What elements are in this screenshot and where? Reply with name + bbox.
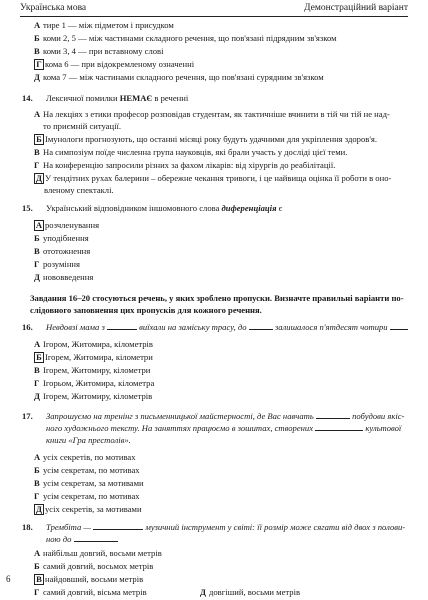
page-number: 6 — [6, 574, 11, 584]
marked-answer-letter: А — [35, 220, 43, 230]
instruction-line-2: слідовного заповнення цих пропусків для кожного речення. — [30, 305, 262, 315]
q18-sentence-line-2 — [46, 534, 118, 545]
sentence-part: Трембіта — — [46, 522, 92, 532]
marked-answer-letter: Б — [34, 134, 44, 145]
option-text: нововведення — [43, 272, 94, 282]
option-text: тире 1 — між підметом і присудком — [43, 20, 174, 30]
answer-blank — [74, 541, 118, 542]
sentence-part: виїхали на заміську трасу, до — [139, 322, 247, 332]
option-text: кома 6 — при відокремленому означенні — [45, 59, 195, 69]
option-letter: А — [34, 109, 41, 119]
q15-stem — [46, 203, 282, 214]
option-text: усіх секретів, по мотивах — [43, 452, 136, 462]
q16-option-g — [34, 378, 154, 389]
sentence-part: Невдовзі мама з — [46, 322, 105, 332]
option-text: кома 7 — між частинами складного речення, що пов'язані сурядним зв'язком — [43, 72, 324, 82]
option-letter: Г — [34, 378, 40, 388]
stem-text: Лексичної помилки — [46, 93, 120, 103]
option-letter: Б — [34, 233, 40, 243]
option-letter: В — [34, 246, 40, 256]
q16-option-v — [34, 365, 150, 376]
q15-option-v — [34, 246, 90, 257]
option-text: уподібнення — [43, 233, 89, 243]
option-letter: В — [34, 147, 40, 157]
option-letter: А — [34, 548, 41, 558]
option-letter: А — [34, 452, 41, 462]
stem-text: Український відповідником іншомовного слова — [46, 203, 222, 213]
q13-option-v — [34, 46, 164, 57]
option-text: усім секретам, за мотивами — [43, 478, 144, 488]
option-text: коми 2, 5 — між частинами складного речення, що пов'язані підрядним зв'язком — [43, 33, 337, 43]
q17-option-v — [34, 478, 144, 489]
option-text: На симпозіум поїде численна група науковців, які брали участь у досліді цієї теми. — [43, 147, 348, 157]
answer-blank — [93, 529, 143, 530]
answer-blank — [316, 418, 350, 419]
q16-sentence — [46, 322, 408, 333]
stem-text: в реченні — [152, 93, 189, 103]
q17-sentence-line-1 — [46, 411, 404, 422]
sentence-part: залишалося п'ятдесят чотири — [274, 322, 388, 332]
answer-blank — [390, 329, 408, 330]
stem-word: диференціація — [221, 203, 277, 213]
question-number-18: 18. — [22, 522, 33, 532]
sentence-part: побудови якіс- — [352, 411, 405, 421]
q18-option-d — [200, 587, 300, 598]
option-text: Ігорем, Житомира, кілометри — [45, 352, 153, 362]
q17-option-b — [34, 465, 140, 476]
option-text: розчленування — [45, 220, 100, 230]
subject-title: Українська мова — [20, 3, 87, 13]
sentence-part: культової — [365, 423, 402, 433]
q17-option-a — [34, 452, 136, 463]
sentence-part: ного художнього тексту. На заняттях працюємо в зошитах, створених — [46, 423, 314, 433]
marked-answer-letter: Г — [34, 59, 44, 70]
option-letter: Д — [200, 587, 206, 597]
option-text: ототожнення — [43, 246, 91, 256]
option-letter: Б — [34, 465, 40, 475]
option-letter: В — [34, 478, 40, 488]
q18-option-a — [34, 548, 162, 559]
variant-title: Демонстраційний варіант — [304, 3, 408, 13]
option-letter: Д — [34, 391, 40, 401]
q14-option-b — [34, 134, 377, 145]
q15-option-b — [34, 233, 89, 244]
answer-blank — [107, 329, 137, 330]
option-text: довгіший, восьми метрів — [209, 587, 301, 597]
q18-option-g — [34, 587, 147, 598]
sentence-part: Запрошуємо на тренінг з письменницької майстерності, де Вас навчать — [46, 411, 314, 421]
question-number-15: 15. — [22, 203, 33, 213]
page-header — [20, 2, 408, 17]
option-text: Ігорем, Житомиру, кілометри — [43, 365, 151, 375]
option-letter: Б — [34, 33, 40, 43]
option-text: Ігорем, Житомиру, кілометрів — [43, 391, 153, 401]
answer-blank — [249, 329, 273, 330]
q13-option-a — [34, 20, 174, 31]
option-text: самий довгий, восьмох метрів — [43, 561, 154, 571]
answer-blank — [315, 430, 363, 431]
option-text: найдовший, восьми метрів — [45, 574, 144, 584]
q18-option-v — [34, 574, 143, 585]
instruction-line-1: Завдання 16–20 стосуються речень, у яких зроблено пропуски. Визначте правильні варіанти по- — [30, 293, 404, 303]
q14-option-d-cont: вленому спектаклі. — [44, 185, 114, 195]
q16-option-b — [34, 352, 153, 363]
q18-sentence-line-1 — [46, 522, 405, 533]
option-text: коми 3, 4 — при вставному слові — [43, 46, 164, 56]
question-number-17: 17. — [22, 411, 33, 421]
option-text: самий довгий, вісьма метрів — [43, 587, 147, 597]
question-number-16: 16. — [22, 322, 33, 332]
marked-answer-letter: В — [34, 574, 44, 585]
option-text: На конференцію запросили різних за фахом лікарів: від хірургів до реабілітації. — [43, 160, 336, 170]
option-text: На лекціях з етики професор розповідав студентам, як тактичніше вчинити в тій чи тій не над- — [43, 109, 390, 119]
marked-answer-letter: Д — [34, 173, 44, 184]
q15-option-d — [34, 272, 93, 283]
sentence-part: ною до — [46, 534, 72, 544]
option-letter: Б — [34, 561, 40, 571]
stem-text: є — [276, 203, 283, 213]
q17-option-d — [34, 504, 142, 515]
option-text: Ігором, Житомира, кілометрів — [43, 339, 153, 349]
option-letter: А — [34, 20, 41, 30]
marked-answer-letter: Д — [34, 504, 44, 515]
q14-option-d — [34, 173, 391, 184]
option-text: найбільш довгий, восьми метрів — [43, 548, 162, 558]
option-text: розуміння — [43, 259, 80, 269]
q17-sentence-line-2 — [46, 423, 401, 434]
q13-option-d — [34, 72, 324, 83]
q15-option-g — [34, 259, 80, 270]
q14-option-a-cont: то приємній ситуації. — [43, 121, 122, 131]
q17-option-g — [34, 491, 140, 502]
option-letter: В — [34, 365, 40, 375]
question-number-14: 14. — [22, 93, 33, 103]
marked-answer-letter: Б — [34, 352, 44, 363]
q14-option-a — [34, 109, 390, 120]
q14-option-g — [34, 160, 335, 171]
q16-option-a — [34, 339, 153, 350]
q16-option-d — [34, 391, 152, 402]
option-letter: А — [34, 339, 41, 349]
option-letter: Г — [34, 160, 40, 170]
option-text: У тендітних рухах балерини – обережне чекання тривоги, і це найвища оцінка її роботи в оно- — [45, 173, 392, 183]
option-letter: Д — [34, 72, 40, 82]
sentence-part: музичний інструмент у світі: її розмір може сягати від двох з полови- — [145, 522, 406, 532]
q14-option-v — [34, 147, 347, 158]
option-text: усіх секретів, за мотивами — [45, 504, 142, 514]
q15-option-a — [34, 220, 99, 231]
stem-emphasis: НЕМАЄ — [119, 93, 153, 103]
option-text: Ігорьом, Житомира, кілометра — [43, 378, 155, 388]
q18-option-b — [34, 561, 153, 572]
option-text: усім секретам, по мотивах — [43, 491, 140, 501]
option-letter: В — [34, 46, 40, 56]
q13-option-b — [34, 33, 337, 44]
option-letter: Г — [34, 491, 40, 501]
q14-stem — [46, 93, 188, 104]
option-letter: Г — [34, 259, 40, 269]
q13-option-g — [34, 59, 194, 70]
option-text: Імунологи прогнозують, що останні місяці року будуть удачними для укріплення здоров'я. — [45, 134, 377, 144]
option-letter: Д — [34, 272, 40, 282]
option-text: усім секретам, по мотивах — [43, 465, 140, 475]
option-letter: Г — [34, 587, 40, 597]
q17-sentence-line-3: книги «Гра престолів». — [46, 435, 131, 445]
